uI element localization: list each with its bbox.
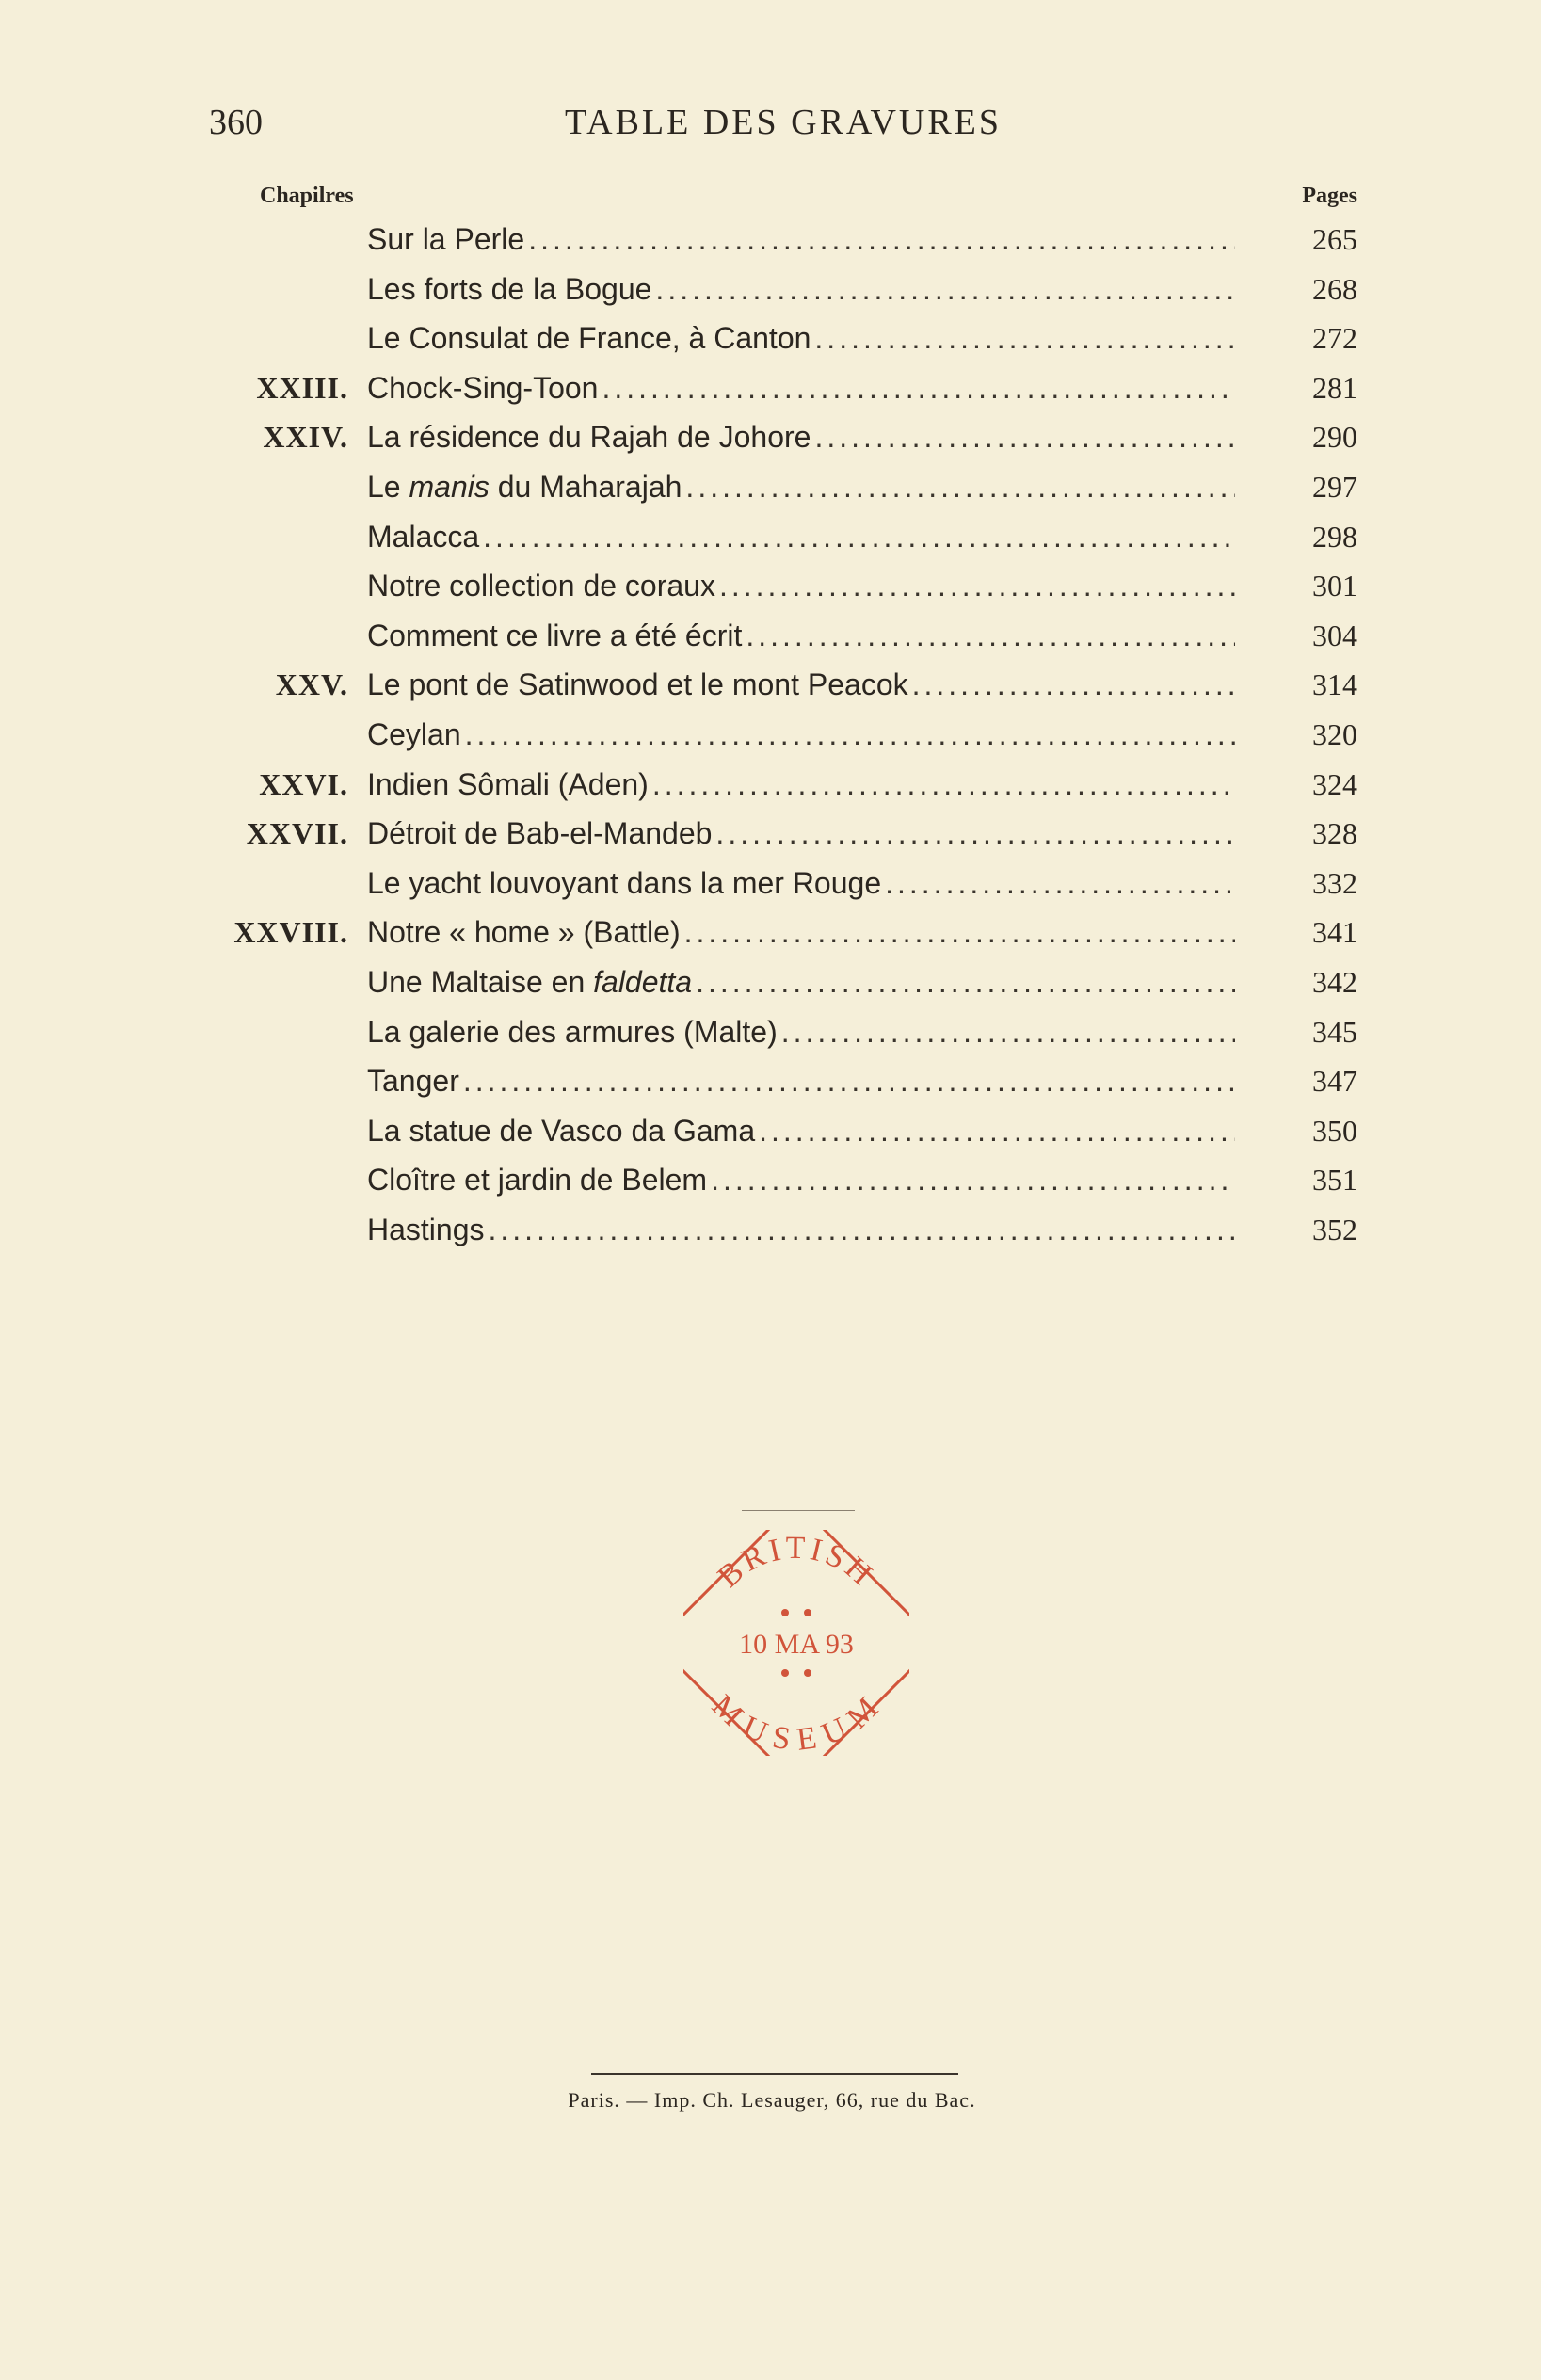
entry-title: Ceylan xyxy=(367,716,461,751)
printer-imprint: Paris. — Imp. Ch. Lesauger, 66, rue du Bac. xyxy=(568,2088,976,2112)
toc-row xyxy=(141,758,1357,808)
stamp-bottom-text: MUSEUM xyxy=(705,1688,888,1756)
entry-title: Notre collection de coraux xyxy=(367,569,715,603)
stamp-top-text: BRITISH xyxy=(711,1530,882,1595)
entry xyxy=(367,965,1235,1000)
page-reference: 341 xyxy=(1312,915,1357,950)
toc-row xyxy=(141,362,1357,411)
page-reference: 272 xyxy=(1312,321,1357,356)
entry-title-italic: faldetta xyxy=(593,964,693,999)
toc-row xyxy=(141,1153,1357,1203)
entry-title: La galerie des armures (Malte) xyxy=(367,1014,778,1049)
entry xyxy=(367,717,1235,752)
toc-row xyxy=(141,460,1357,510)
page-reference: 304 xyxy=(1312,618,1357,652)
entry xyxy=(367,667,1235,702)
entry-title: La résidence du Rajah de Johore xyxy=(367,420,811,455)
chapters-column-header: Chapilres xyxy=(260,184,354,208)
dot-leader xyxy=(746,619,1235,653)
page-reference: 320 xyxy=(1312,716,1357,751)
entry xyxy=(367,866,1235,901)
dot-leader xyxy=(711,1163,1235,1198)
dot-leader xyxy=(912,667,1235,702)
page-reference: 345 xyxy=(1312,1014,1357,1049)
stamp-dot xyxy=(781,1609,789,1616)
entry xyxy=(367,470,1235,505)
dot-leader xyxy=(814,420,1235,455)
entry-title: Hastings xyxy=(367,1212,485,1246)
table-of-engravings xyxy=(141,213,1357,1252)
entry xyxy=(367,915,1235,950)
toc-row xyxy=(141,1054,1357,1104)
page-reference: 332 xyxy=(1312,865,1357,900)
entry xyxy=(367,619,1235,653)
page-reference: 301 xyxy=(1312,569,1357,603)
chapter-number: XXV. xyxy=(275,667,348,702)
entry xyxy=(367,321,1235,356)
page-reference: 265 xyxy=(1312,222,1357,256)
entry xyxy=(367,767,1235,802)
dot-leader xyxy=(759,1114,1235,1149)
entry-title: Malacca xyxy=(367,519,480,554)
page-reference: 342 xyxy=(1312,964,1357,999)
imprint-rule xyxy=(591,2073,958,2075)
toc-row xyxy=(141,510,1357,560)
entry-title: Tanger xyxy=(367,1064,459,1099)
entry xyxy=(367,1163,1235,1198)
dot-leader xyxy=(463,1064,1235,1099)
page-reference: 347 xyxy=(1312,1064,1357,1099)
toc-row xyxy=(141,410,1357,460)
entry-title: Comment ce livre a été écrit xyxy=(367,618,743,652)
toc-row xyxy=(141,807,1357,857)
dot-leader xyxy=(483,520,1235,555)
dot-leader xyxy=(655,272,1235,307)
entry-title: La statue de Vasco da Gama xyxy=(367,1113,756,1148)
page-reference: 268 xyxy=(1312,271,1357,306)
pages-column-header: Pages xyxy=(1302,184,1357,208)
library-stamp xyxy=(683,1530,909,1756)
toc-row xyxy=(141,559,1357,609)
page-reference: 328 xyxy=(1312,816,1357,851)
chapter-number: XXIII. xyxy=(256,370,348,405)
dot-leader xyxy=(602,371,1235,406)
entry xyxy=(367,222,1235,257)
dot-leader xyxy=(685,470,1235,505)
entry-title: Les forts de la Bogue xyxy=(367,271,652,306)
entry-title: Détroit de Bab-el-Mandeb xyxy=(367,816,713,851)
entry-title: Le yacht louvoyant dans la mer Rouge xyxy=(367,865,882,900)
entry xyxy=(367,420,1235,455)
toc-row xyxy=(141,213,1357,263)
entry-title-part: du Maharajah xyxy=(489,469,682,504)
entry xyxy=(367,1015,1235,1050)
toc-row xyxy=(141,857,1357,907)
entry-title-part: Une Maltaise en xyxy=(367,964,594,999)
separator-rule xyxy=(742,1510,855,1511)
dot-leader xyxy=(885,866,1235,901)
stamp-dot xyxy=(804,1609,811,1616)
page-reference: 281 xyxy=(1312,370,1357,405)
page-reference: 352 xyxy=(1312,1212,1357,1246)
page-title: TABLE DES GRAVURES xyxy=(564,103,1003,142)
entry-title xyxy=(367,965,692,1000)
toc-row xyxy=(141,956,1357,1005)
page-reference: 290 xyxy=(1312,420,1357,455)
page-number: 360 xyxy=(209,103,263,142)
dot-leader xyxy=(489,1213,1236,1247)
toc-row xyxy=(141,312,1357,362)
entry-title xyxy=(367,470,682,505)
page-reference: 314 xyxy=(1312,667,1357,702)
dot-leader xyxy=(814,321,1235,356)
entry xyxy=(367,1114,1235,1149)
dot-leader xyxy=(465,717,1235,752)
entry-title: Sur la Perle xyxy=(367,222,525,256)
entry-title-italic: manis xyxy=(409,469,490,504)
entry-title: Indien Sômali (Aden) xyxy=(367,766,649,801)
column-headers xyxy=(209,184,1357,212)
toc-row xyxy=(141,263,1357,313)
entry-title: Le pont de Satinwood et le mont Peacok xyxy=(367,667,908,702)
entry xyxy=(367,520,1235,555)
page-reference: 324 xyxy=(1312,766,1357,801)
stamp-dot xyxy=(781,1669,789,1677)
entry xyxy=(367,1213,1235,1247)
dot-leader xyxy=(684,915,1235,950)
dot-leader xyxy=(719,569,1235,603)
toc-row xyxy=(141,906,1357,956)
toc-row xyxy=(141,1203,1357,1253)
toc-row xyxy=(141,708,1357,758)
running-head xyxy=(209,102,1357,158)
entry xyxy=(367,569,1235,603)
toc-row xyxy=(141,1005,1357,1055)
toc-row xyxy=(141,609,1357,659)
dot-leader xyxy=(696,965,1235,1000)
entry xyxy=(367,1064,1235,1099)
entry-title: Cloître et jardin de Belem xyxy=(367,1163,708,1198)
entry xyxy=(367,816,1235,851)
stamp-dot xyxy=(804,1669,811,1677)
toc-row xyxy=(141,658,1357,708)
chapter-number: XXVI. xyxy=(259,766,348,801)
toc-row xyxy=(141,1104,1357,1154)
chapter-number: XXVIII. xyxy=(233,915,348,950)
dot-leader xyxy=(715,816,1235,851)
entry xyxy=(367,272,1235,307)
page-reference: 298 xyxy=(1312,519,1357,554)
dot-leader xyxy=(528,222,1235,257)
entry-title: Le Consulat de France, à Canton xyxy=(367,321,811,356)
entry-title: Notre « home » (Battle) xyxy=(367,915,681,950)
entry xyxy=(367,371,1235,406)
dot-leader xyxy=(652,767,1235,802)
entry-title: Chock-Sing-Toon xyxy=(367,370,599,405)
stamp-date: 10 MA 93 xyxy=(739,1629,854,1660)
chapter-number: XXIV. xyxy=(263,420,348,455)
entry-title-part: Le xyxy=(367,469,409,504)
page-reference: 351 xyxy=(1312,1163,1357,1198)
chapter-number: XXVII. xyxy=(246,816,348,851)
page-reference: 297 xyxy=(1312,469,1357,504)
dot-leader xyxy=(781,1015,1235,1050)
page-reference: 350 xyxy=(1312,1113,1357,1148)
